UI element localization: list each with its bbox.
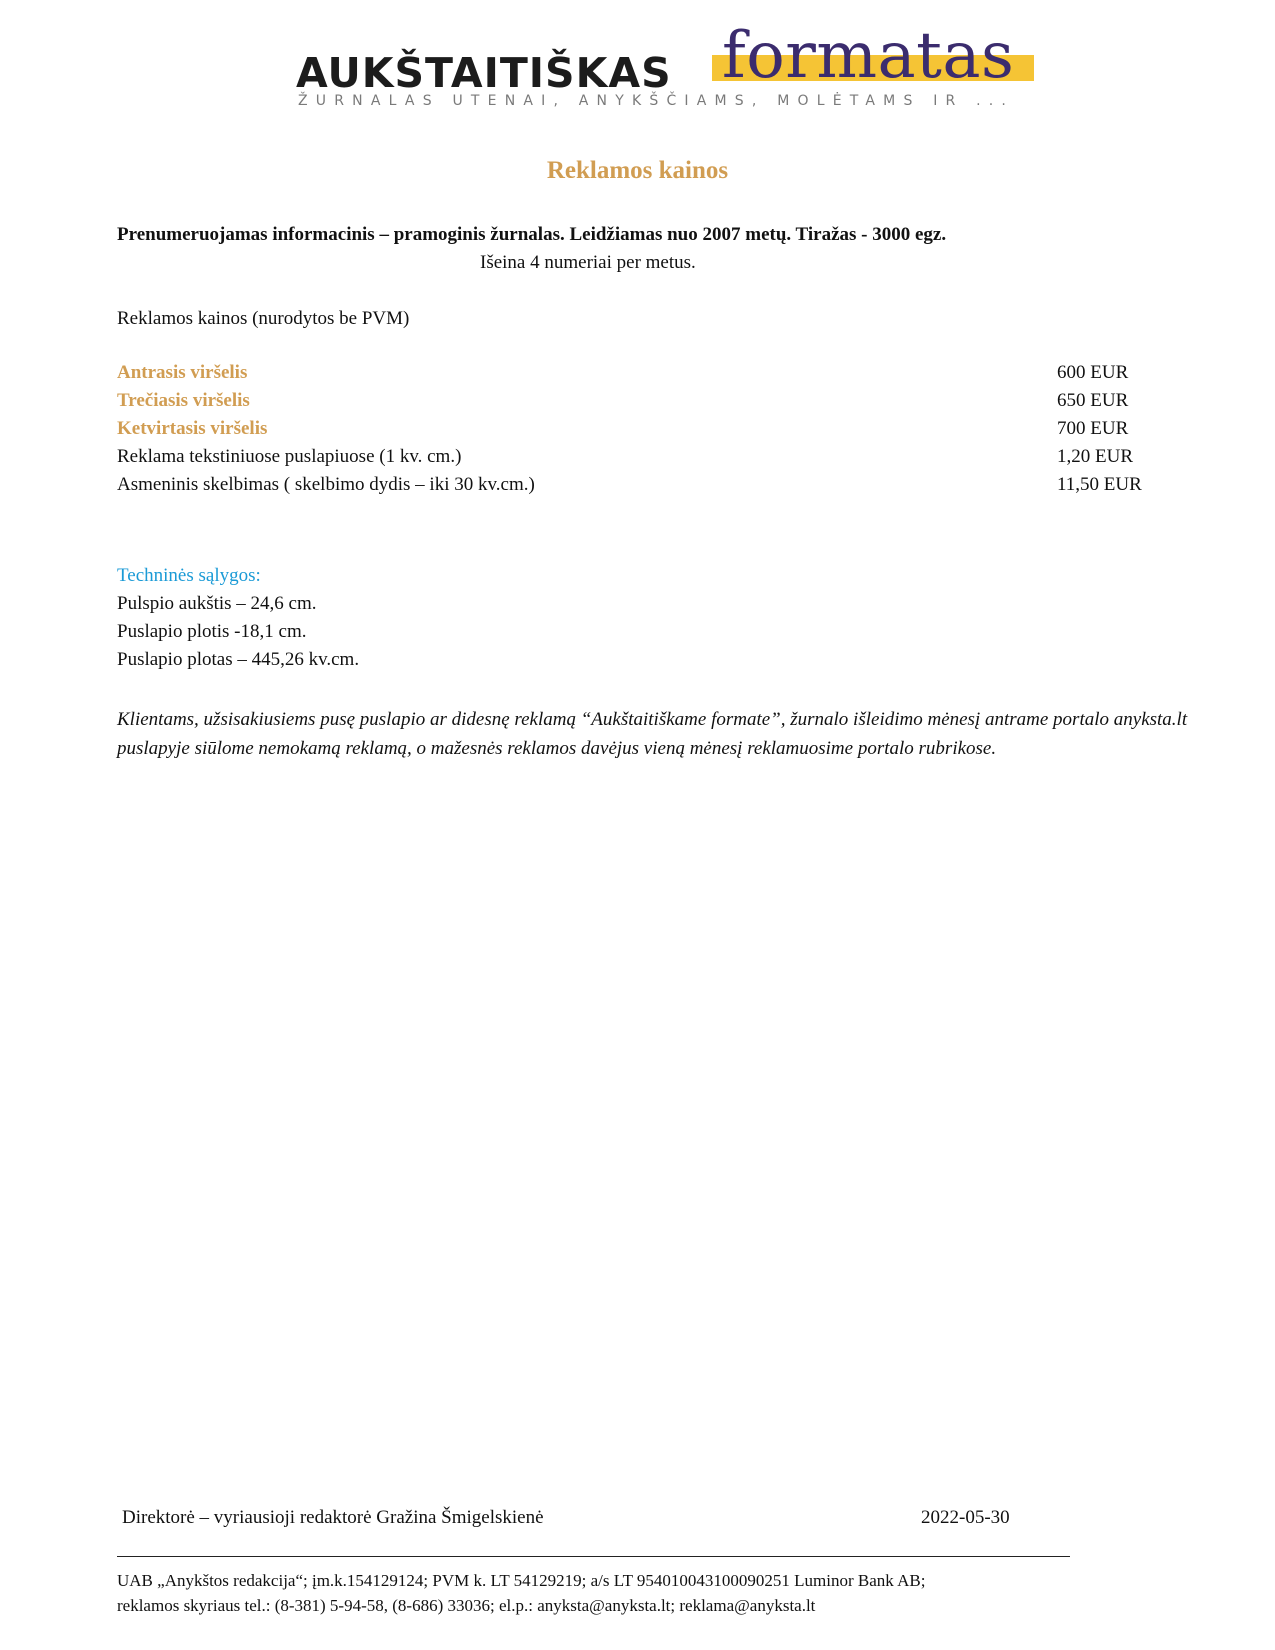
price-value: 11,50 EUR <box>1057 474 1142 495</box>
price-name: Ketvirtasis viršelis <box>117 418 268 439</box>
price-name: Asmeninis skelbimas ( skelbimo dydis – iki 30 kv.cm.) <box>117 474 535 495</box>
prices-heading: Reklamos kainos (nurodytos be PVM) <box>117 308 410 329</box>
page-title: Reklamos kainos <box>546 157 729 184</box>
price-row <box>117 390 1167 418</box>
price-row <box>117 474 1167 502</box>
issues-text: Išeina 4 numeriai per metus. <box>480 252 696 273</box>
signature-date: 2022-05-30 <box>921 1507 1010 1528</box>
technical-heading: Techninės sąlygos: <box>117 565 261 586</box>
price-row <box>117 418 1167 446</box>
price-value: 1,20 EUR <box>1057 446 1133 467</box>
footer-company-line: UAB „Anykštos redakcija“; įm.k.154129124; PVM k. LT 54129219; a/s LT 954010043100090251 Luminor Bank AB; <box>117 1571 926 1590</box>
logo-name-part2: formatas <box>722 19 1015 93</box>
signatory: Direktorė – vyriausioji redaktorė Gražina Šmigelskienė <box>122 1507 544 1528</box>
footer-contact-line: reklamos skyriaus tel.: (8-381) 5-94-58, (8-686) 33036; el.p.: anyksta@anyksta.lt; reklama@anyksta.lt <box>117 1596 816 1615</box>
price-row <box>117 446 1167 474</box>
logo-name-part1: AUKŠTAITIŠKAS <box>296 49 672 97</box>
technical-line: Puslapio plotas – 445,26 kv.cm. <box>117 649 360 670</box>
price-name: Reklama tekstiniuose puslapiuose (1 kv. cm.) <box>117 446 462 467</box>
price-value: 700 EUR <box>1057 418 1129 439</box>
technical-line: Pulspio aukštis – 24,6 cm. <box>117 593 317 614</box>
price-name: Antrasis viršelis <box>117 362 248 383</box>
footer-divider <box>117 1556 1070 1557</box>
price-name: Trečiasis viršelis <box>117 390 250 411</box>
client-offer-note: Klientams, užsisakiusiems pusę puslapio ar didesnę reklamą “Aukštaitiškame formate”, žurnalo išleidimo mėnesį antrame portalo anyksta.lt puslapyje siūlome nemokamą reklamą, o mažesnės reklamos davėjus vieną mėnesį reklamuosime portalo rubrikose. <box>117 709 1188 759</box>
masthead-logo <box>296 19 1040 115</box>
intro-text: Prenumeruojamas informacinis – pramoginis žurnalas. Leidžiamas nuo 2007 metų. Tiražas - 3000 egz. <box>117 224 947 245</box>
price-value: 650 EUR <box>1057 390 1129 411</box>
logo-tagline: ŽURNALAS UTENAI, ANYKŠČIAMS, MOLĖTAMS IR ... <box>298 93 1015 109</box>
price-row <box>117 362 1167 390</box>
price-value: 600 EUR <box>1057 362 1129 383</box>
technical-line: Puslapio plotis -18,1 cm. <box>117 621 307 642</box>
